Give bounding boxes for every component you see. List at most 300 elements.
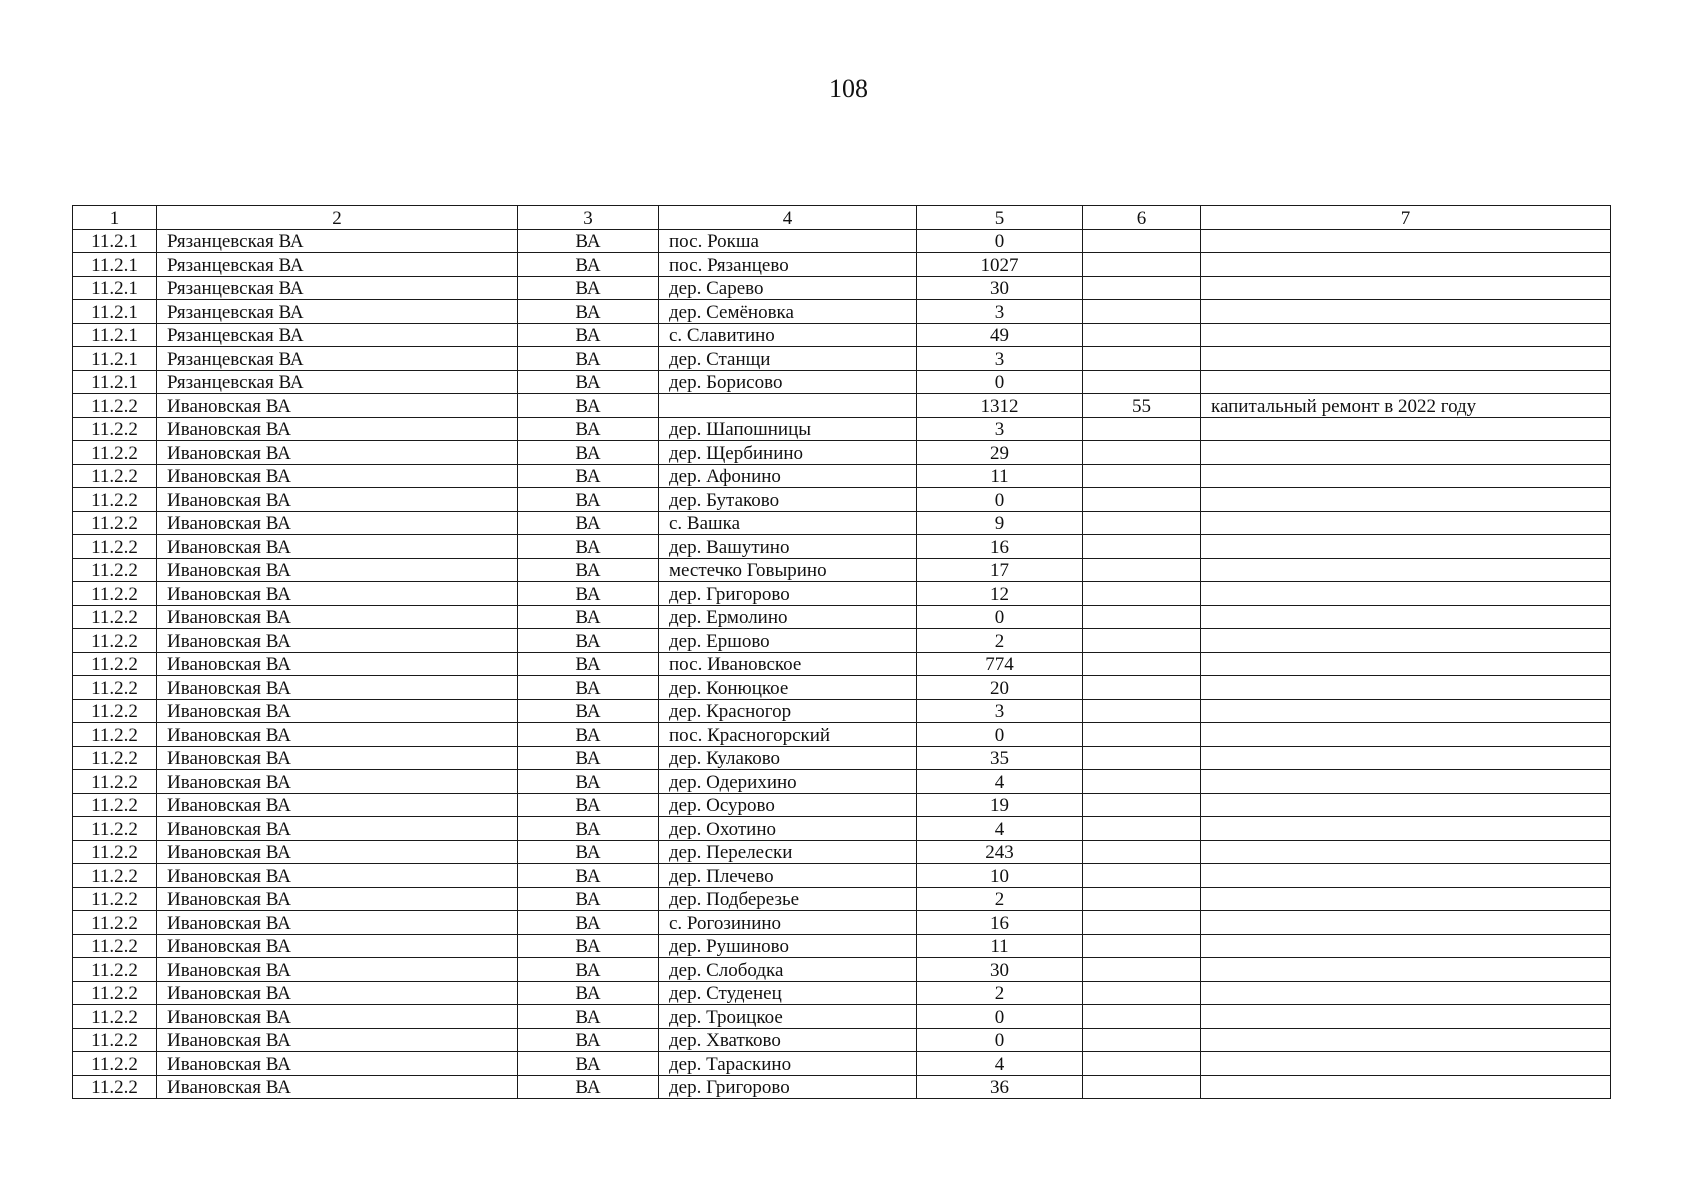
cell-type: ВА xyxy=(518,676,659,700)
cell-district: Ивановская ВА xyxy=(157,958,518,982)
cell-type: ВА xyxy=(518,817,659,841)
cell-type: ВА xyxy=(518,770,659,794)
cell-note xyxy=(1201,323,1611,347)
cell-code: 11.2.2 xyxy=(73,793,157,817)
cell-count xyxy=(1083,535,1201,559)
cell-locality: дер. Рушиново xyxy=(659,934,917,958)
cell-value: 16 xyxy=(917,535,1083,559)
cell-district: Ивановская ВА xyxy=(157,911,518,935)
cell-value: 2 xyxy=(917,629,1083,653)
table-row xyxy=(73,770,1611,794)
header-cell-4: 4 xyxy=(659,206,917,230)
cell-count xyxy=(1083,1005,1201,1029)
cell-count xyxy=(1083,676,1201,700)
cell-type: ВА xyxy=(518,464,659,488)
cell-count xyxy=(1083,1075,1201,1099)
cell-type: ВА xyxy=(518,887,659,911)
cell-district: Рязанцевская ВА xyxy=(157,229,518,253)
cell-note xyxy=(1201,840,1611,864)
cell-district: Ивановская ВА xyxy=(157,652,518,676)
cell-locality: дер. Красногор xyxy=(659,699,917,723)
cell-type: ВА xyxy=(518,323,659,347)
cell-locality: пос. Рокша xyxy=(659,229,917,253)
table-row xyxy=(73,535,1611,559)
cell-code: 11.2.2 xyxy=(73,911,157,935)
cell-district: Ивановская ВА xyxy=(157,417,518,441)
table-header xyxy=(73,206,1611,230)
table-row xyxy=(73,699,1611,723)
cell-type: ВА xyxy=(518,488,659,512)
cell-value: 9 xyxy=(917,511,1083,535)
table-row xyxy=(73,958,1611,982)
cell-district: Ивановская ВА xyxy=(157,981,518,1005)
cell-note xyxy=(1201,347,1611,371)
cell-note xyxy=(1201,770,1611,794)
cell-note xyxy=(1201,370,1611,394)
cell-count xyxy=(1083,817,1201,841)
cell-count xyxy=(1083,770,1201,794)
cell-locality: пос. Рязанцево xyxy=(659,253,917,277)
cell-locality: дер. Станщи xyxy=(659,347,917,371)
cell-code: 11.2.2 xyxy=(73,488,157,512)
table-row xyxy=(73,793,1611,817)
cell-count xyxy=(1083,582,1201,606)
cell-district: Рязанцевская ВА xyxy=(157,323,518,347)
cell-note xyxy=(1201,488,1611,512)
table-row xyxy=(73,1052,1611,1076)
cell-locality: дер. Вашутино xyxy=(659,535,917,559)
cell-note xyxy=(1201,417,1611,441)
cell-type: ВА xyxy=(518,699,659,723)
cell-count xyxy=(1083,417,1201,441)
cell-note xyxy=(1201,746,1611,770)
cell-value: 17 xyxy=(917,558,1083,582)
cell-district: Рязанцевская ВА xyxy=(157,370,518,394)
header-cell-7: 7 xyxy=(1201,206,1611,230)
cell-count xyxy=(1083,864,1201,888)
cell-note xyxy=(1201,511,1611,535)
table-row xyxy=(73,511,1611,535)
cell-type: ВА xyxy=(518,1028,659,1052)
cell-locality: дер. Сарево xyxy=(659,276,917,300)
cell-note xyxy=(1201,464,1611,488)
cell-district: Ивановская ВА xyxy=(157,1028,518,1052)
cell-district: Ивановская ВА xyxy=(157,746,518,770)
cell-count xyxy=(1083,723,1201,747)
cell-district: Ивановская ВА xyxy=(157,464,518,488)
cell-locality: пос. Ивановское xyxy=(659,652,917,676)
cell-locality: дер. Тараскино xyxy=(659,1052,917,1076)
cell-locality: дер. Троицкое xyxy=(659,1005,917,1029)
table-row xyxy=(73,840,1611,864)
cell-value: 4 xyxy=(917,817,1083,841)
cell-code: 11.2.2 xyxy=(73,958,157,982)
cell-district: Ивановская ВА xyxy=(157,441,518,465)
cell-code: 11.2.2 xyxy=(73,582,157,606)
cell-district: Ивановская ВА xyxy=(157,817,518,841)
cell-district: Ивановская ВА xyxy=(157,676,518,700)
header-row xyxy=(73,206,1611,230)
cell-district: Ивановская ВА xyxy=(157,511,518,535)
cell-value: 30 xyxy=(917,958,1083,982)
cell-value: 0 xyxy=(917,605,1083,629)
cell-count xyxy=(1083,911,1201,935)
table-row xyxy=(73,323,1611,347)
cell-locality: дер. Щербинино xyxy=(659,441,917,465)
table-row xyxy=(73,370,1611,394)
table-row xyxy=(73,1028,1611,1052)
cell-locality: дер. Борисово xyxy=(659,370,917,394)
cell-value: 2 xyxy=(917,981,1083,1005)
cell-count xyxy=(1083,793,1201,817)
cell-count xyxy=(1083,1052,1201,1076)
cell-code: 11.2.1 xyxy=(73,300,157,324)
cell-code: 11.2.2 xyxy=(73,981,157,1005)
cell-value: 16 xyxy=(917,911,1083,935)
cell-type: ВА xyxy=(518,1075,659,1099)
cell-locality: дер. Хватково xyxy=(659,1028,917,1052)
cell-district: Ивановская ВА xyxy=(157,1075,518,1099)
cell-type: ВА xyxy=(518,1005,659,1029)
cell-locality: дер. Ершово xyxy=(659,629,917,653)
cell-count xyxy=(1083,934,1201,958)
cell-code: 11.2.2 xyxy=(73,441,157,465)
cell-value: 3 xyxy=(917,300,1083,324)
cell-type: ВА xyxy=(518,723,659,747)
cell-code: 11.2.2 xyxy=(73,723,157,747)
cell-locality: дер. Плечево xyxy=(659,864,917,888)
cell-value: 0 xyxy=(917,1028,1083,1052)
cell-district: Ивановская ВА xyxy=(157,629,518,653)
cell-count xyxy=(1083,887,1201,911)
cell-note xyxy=(1201,276,1611,300)
cell-district: Ивановская ВА xyxy=(157,887,518,911)
cell-code: 11.2.1 xyxy=(73,323,157,347)
table-row xyxy=(73,629,1611,653)
cell-value: 35 xyxy=(917,746,1083,770)
cell-locality: дер. Одерихино xyxy=(659,770,917,794)
header-cell-1: 1 xyxy=(73,206,157,230)
cell-type: ВА xyxy=(518,840,659,864)
cell-locality: дер. Осурово xyxy=(659,793,917,817)
cell-type: ВА xyxy=(518,629,659,653)
cell-note xyxy=(1201,676,1611,700)
table-row xyxy=(73,981,1611,1005)
table-row xyxy=(73,934,1611,958)
cell-district: Ивановская ВА xyxy=(157,582,518,606)
cell-code: 11.2.2 xyxy=(73,1028,157,1052)
cell-value: 29 xyxy=(917,441,1083,465)
cell-value: 0 xyxy=(917,723,1083,747)
cell-code: 11.2.1 xyxy=(73,229,157,253)
cell-code: 11.2.2 xyxy=(73,605,157,629)
cell-district: Ивановская ВА xyxy=(157,605,518,629)
cell-value: 243 xyxy=(917,840,1083,864)
cell-count xyxy=(1083,629,1201,653)
cell-note xyxy=(1201,981,1611,1005)
cell-type: ВА xyxy=(518,300,659,324)
table-row xyxy=(73,676,1611,700)
cell-count xyxy=(1083,323,1201,347)
cell-code: 11.2.2 xyxy=(73,535,157,559)
cell-type: ВА xyxy=(518,864,659,888)
cell-count: 55 xyxy=(1083,394,1201,418)
cell-value: 11 xyxy=(917,934,1083,958)
cell-value: 1312 xyxy=(917,394,1083,418)
cell-locality: дер. Слободка xyxy=(659,958,917,982)
cell-district: Ивановская ВА xyxy=(157,699,518,723)
cell-code: 11.2.2 xyxy=(73,699,157,723)
cell-type: ВА xyxy=(518,229,659,253)
cell-code: 11.2.1 xyxy=(73,253,157,277)
cell-count xyxy=(1083,276,1201,300)
cell-type: ВА xyxy=(518,746,659,770)
cell-note xyxy=(1201,1028,1611,1052)
cell-value: 19 xyxy=(917,793,1083,817)
cell-type: ВА xyxy=(518,652,659,676)
cell-note xyxy=(1201,699,1611,723)
cell-code: 11.2.2 xyxy=(73,864,157,888)
cell-code: 11.2.2 xyxy=(73,417,157,441)
cell-count xyxy=(1083,840,1201,864)
cell-district: Ивановская ВА xyxy=(157,934,518,958)
table-row xyxy=(73,652,1611,676)
table-row xyxy=(73,864,1611,888)
cell-note xyxy=(1201,300,1611,324)
cell-count xyxy=(1083,464,1201,488)
table-row xyxy=(73,347,1611,371)
table-row xyxy=(73,300,1611,324)
cell-district: Ивановская ВА xyxy=(157,394,518,418)
cell-type: ВА xyxy=(518,793,659,817)
table-row xyxy=(73,394,1611,418)
cell-note xyxy=(1201,793,1611,817)
cell-note xyxy=(1201,558,1611,582)
table-row xyxy=(73,911,1611,935)
cell-note xyxy=(1201,629,1611,653)
cell-value: 0 xyxy=(917,229,1083,253)
cell-note xyxy=(1201,958,1611,982)
cell-code: 11.2.2 xyxy=(73,629,157,653)
cell-code: 11.2.1 xyxy=(73,347,157,371)
cell-count xyxy=(1083,300,1201,324)
cell-locality: местечко Говырино xyxy=(659,558,917,582)
cell-locality: дер. Бутаково xyxy=(659,488,917,512)
cell-note: капитальный ремонт в 2022 году xyxy=(1201,394,1611,418)
cell-locality: дер. Перелески xyxy=(659,840,917,864)
table-row xyxy=(73,1075,1611,1099)
cell-type: ВА xyxy=(518,394,659,418)
cell-value: 12 xyxy=(917,582,1083,606)
cell-note xyxy=(1201,229,1611,253)
cell-note xyxy=(1201,441,1611,465)
cell-locality: дер. Семёновка xyxy=(659,300,917,324)
cell-district: Ивановская ВА xyxy=(157,558,518,582)
cell-value: 0 xyxy=(917,370,1083,394)
cell-note xyxy=(1201,1005,1611,1029)
cell-note xyxy=(1201,934,1611,958)
cell-code: 11.2.2 xyxy=(73,817,157,841)
table-row xyxy=(73,441,1611,465)
table-row xyxy=(73,605,1611,629)
cell-note xyxy=(1201,652,1611,676)
cell-count xyxy=(1083,488,1201,512)
cell-value: 2 xyxy=(917,887,1083,911)
cell-count xyxy=(1083,441,1201,465)
cell-note xyxy=(1201,723,1611,747)
cell-note xyxy=(1201,911,1611,935)
header-cell-2: 2 xyxy=(157,206,518,230)
cell-value: 36 xyxy=(917,1075,1083,1099)
cell-district: Рязанцевская ВА xyxy=(157,276,518,300)
cell-code: 11.2.2 xyxy=(73,934,157,958)
cell-value: 0 xyxy=(917,1005,1083,1029)
cell-count xyxy=(1083,347,1201,371)
cell-value: 4 xyxy=(917,770,1083,794)
cell-code: 11.2.2 xyxy=(73,652,157,676)
table-row xyxy=(73,488,1611,512)
cell-count xyxy=(1083,981,1201,1005)
table-row xyxy=(73,229,1611,253)
cell-value: 49 xyxy=(917,323,1083,347)
cell-district: Ивановская ВА xyxy=(157,723,518,747)
cell-type: ВА xyxy=(518,981,659,1005)
cell-count xyxy=(1083,652,1201,676)
cell-value: 11 xyxy=(917,464,1083,488)
cell-district: Ивановская ВА xyxy=(157,535,518,559)
table-row xyxy=(73,746,1611,770)
cell-locality: дер. Подберезье xyxy=(659,887,917,911)
cell-locality: дер. Конюцкое xyxy=(659,676,917,700)
cell-count xyxy=(1083,253,1201,277)
cell-code: 11.2.2 xyxy=(73,1075,157,1099)
cell-locality: с. Славитино xyxy=(659,323,917,347)
cell-locality: дер. Охотино xyxy=(659,817,917,841)
cell-code: 11.2.2 xyxy=(73,1052,157,1076)
cell-locality: дер. Кулаково xyxy=(659,746,917,770)
cell-count xyxy=(1083,958,1201,982)
cell-note xyxy=(1201,817,1611,841)
cell-value: 10 xyxy=(917,864,1083,888)
cell-district: Рязанцевская ВА xyxy=(157,253,518,277)
table-row xyxy=(73,817,1611,841)
cell-count xyxy=(1083,746,1201,770)
cell-code: 11.2.2 xyxy=(73,558,157,582)
cell-district: Ивановская ВА xyxy=(157,840,518,864)
table-row xyxy=(73,582,1611,606)
cell-district: Ивановская ВА xyxy=(157,1052,518,1076)
cell-value: 3 xyxy=(917,347,1083,371)
cell-type: ВА xyxy=(518,934,659,958)
cell-type: ВА xyxy=(518,911,659,935)
cell-count xyxy=(1083,511,1201,535)
cell-code: 11.2.1 xyxy=(73,370,157,394)
cell-locality: с. Вашка xyxy=(659,511,917,535)
cell-note xyxy=(1201,253,1611,277)
cell-code: 11.2.2 xyxy=(73,746,157,770)
header-cell-5: 5 xyxy=(917,206,1083,230)
table-row xyxy=(73,276,1611,300)
header-cell-3: 3 xyxy=(518,206,659,230)
cell-district: Ивановская ВА xyxy=(157,864,518,888)
table-row xyxy=(73,464,1611,488)
cell-note xyxy=(1201,1052,1611,1076)
cell-note xyxy=(1201,1075,1611,1099)
cell-note xyxy=(1201,887,1611,911)
cell-locality: дер. Григорово xyxy=(659,582,917,606)
cell-code: 11.2.2 xyxy=(73,511,157,535)
data-table xyxy=(72,205,1611,1099)
cell-code: 11.2.2 xyxy=(73,770,157,794)
cell-locality: пос. Красногорский xyxy=(659,723,917,747)
cell-note xyxy=(1201,864,1611,888)
cell-code: 11.2.2 xyxy=(73,1005,157,1029)
cell-type: ВА xyxy=(518,1052,659,1076)
cell-district: Ивановская ВА xyxy=(157,488,518,512)
cell-note xyxy=(1201,535,1611,559)
cell-type: ВА xyxy=(518,605,659,629)
cell-value: 3 xyxy=(917,417,1083,441)
cell-count xyxy=(1083,558,1201,582)
cell-district: Рязанцевская ВА xyxy=(157,300,518,324)
cell-district: Ивановская ВА xyxy=(157,1005,518,1029)
cell-value: 4 xyxy=(917,1052,1083,1076)
cell-type: ВА xyxy=(518,276,659,300)
cell-type: ВА xyxy=(518,958,659,982)
cell-type: ВА xyxy=(518,370,659,394)
cell-count xyxy=(1083,605,1201,629)
cell-type: ВА xyxy=(518,253,659,277)
cell-type: ВА xyxy=(518,582,659,606)
cell-locality xyxy=(659,394,917,418)
cell-locality: дер. Григорово xyxy=(659,1075,917,1099)
cell-code: 11.2.2 xyxy=(73,676,157,700)
cell-type: ВА xyxy=(518,511,659,535)
cell-value: 20 xyxy=(917,676,1083,700)
cell-value: 30 xyxy=(917,276,1083,300)
cell-district: Рязанцевская ВА xyxy=(157,347,518,371)
cell-code: 11.2.1 xyxy=(73,276,157,300)
cell-type: ВА xyxy=(518,558,659,582)
table-body xyxy=(73,229,1611,1099)
table-row xyxy=(73,887,1611,911)
table-row xyxy=(73,1005,1611,1029)
cell-type: ВА xyxy=(518,441,659,465)
cell-district: Ивановская ВА xyxy=(157,793,518,817)
cell-locality: дер. Шапошницы xyxy=(659,417,917,441)
cell-code: 11.2.2 xyxy=(73,394,157,418)
cell-type: ВА xyxy=(518,417,659,441)
cell-value: 3 xyxy=(917,699,1083,723)
cell-locality: дер. Ермолино xyxy=(659,605,917,629)
cell-locality: с. Рогозинино xyxy=(659,911,917,935)
cell-district: Ивановская ВА xyxy=(157,770,518,794)
table-row xyxy=(73,417,1611,441)
cell-count xyxy=(1083,1028,1201,1052)
cell-code: 11.2.2 xyxy=(73,840,157,864)
cell-note xyxy=(1201,582,1611,606)
cell-locality: дер. Афонино xyxy=(659,464,917,488)
cell-type: ВА xyxy=(518,535,659,559)
cell-count xyxy=(1083,699,1201,723)
cell-locality: дер. Студенец xyxy=(659,981,917,1005)
cell-value: 1027 xyxy=(917,253,1083,277)
header-cell-6: 6 xyxy=(1083,206,1201,230)
cell-type: ВА xyxy=(518,347,659,371)
page-number: 108 xyxy=(829,74,868,103)
table-row xyxy=(73,253,1611,277)
cell-value: 0 xyxy=(917,488,1083,512)
